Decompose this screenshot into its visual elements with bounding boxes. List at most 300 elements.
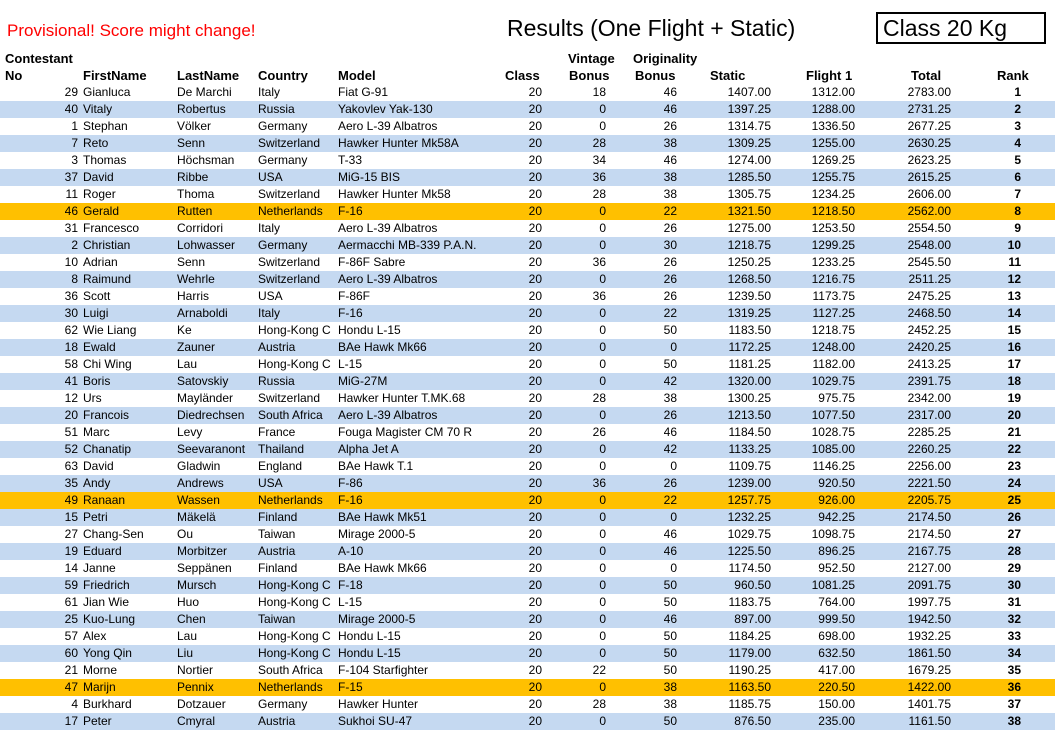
cell-model: Sukhoi SU-47 — [338, 714, 413, 728]
cell-firstname: Marc — [83, 425, 110, 439]
cell-static: 1185.75 — [728, 697, 771, 711]
cell-country: Russia — [258, 374, 295, 388]
cell-firstname: Gianluca — [83, 85, 131, 99]
cell-country: Switzerland — [258, 187, 321, 201]
table-row — [0, 475, 1055, 492]
cell-vintage: 0 — [599, 408, 606, 422]
cell-model: L-15 — [338, 357, 363, 371]
cell-firstname: Reto — [83, 136, 109, 150]
table-row — [0, 186, 1055, 203]
cell-no: 63 — [64, 459, 78, 473]
cell-flight1: 1336.50 — [811, 119, 855, 133]
cell-originality: 46 — [663, 153, 677, 167]
cell-total: 2511.25 — [908, 272, 951, 286]
table-row — [0, 509, 1055, 526]
cell-originality: 26 — [663, 289, 677, 303]
cell-no: 15 — [64, 510, 78, 524]
cell-rank: 6 — [1014, 170, 1021, 184]
cell-model: BAe Hawk Mk51 — [338, 510, 427, 524]
cell-no: 29 — [64, 85, 78, 99]
cell-vintage: 0 — [599, 493, 606, 507]
cell-class: 20 — [528, 544, 542, 558]
cell-lastname: Lau — [177, 357, 198, 371]
cell-no: 46 — [64, 204, 78, 218]
cell-vintage: 0 — [599, 527, 606, 541]
cell-vintage: 36 — [592, 289, 606, 303]
cell-no: 61 — [64, 595, 78, 609]
cell-total: 1161.50 — [908, 714, 951, 728]
cell-vintage: 0 — [599, 646, 606, 660]
cell-total: 2420.25 — [907, 340, 951, 354]
cell-static: 1190.25 — [728, 663, 771, 677]
cell-model: Aero L-39 Albatros — [338, 221, 438, 235]
cell-no: 51 — [64, 425, 78, 439]
cell-no: 2 — [71, 238, 78, 252]
cell-no: 52 — [64, 442, 78, 456]
header-total: Total — [911, 68, 942, 83]
cell-rank: 11 — [1008, 255, 1021, 269]
header-lastname: LastName — [177, 68, 240, 83]
header-originality: Originality — [633, 51, 698, 66]
cell-flight1: 1098.75 — [811, 527, 855, 541]
cell-firstname: Wie Liang — [83, 323, 137, 337]
cell-rank: 20 — [1007, 408, 1021, 422]
cell-lastname: Zauner — [177, 340, 216, 354]
cell-lastname: Senn — [177, 136, 206, 150]
cell-flight1: 1081.25 — [811, 578, 855, 592]
cell-lastname: Nortier — [177, 663, 214, 677]
cell-flight1: 1146.25 — [812, 459, 855, 473]
cell-total: 2205.75 — [907, 493, 951, 507]
cell-no: 59 — [64, 578, 78, 592]
cell-model: BAe Hawk Mk66 — [338, 561, 427, 575]
cell-static: 1029.75 — [727, 527, 771, 541]
cell-class: 20 — [528, 136, 542, 150]
cell-rank: 34 — [1007, 646, 1021, 660]
cell-firstname: Thomas — [83, 153, 127, 167]
cell-class: 20 — [528, 476, 542, 490]
cell-total: 2731.25 — [907, 102, 951, 116]
cell-originality: 50 — [663, 323, 677, 337]
cell-originality: 26 — [663, 255, 677, 269]
cell-flight1: 975.75 — [818, 391, 855, 405]
cell-rank: 3 — [1014, 119, 1021, 133]
cell-originality: 0 — [670, 459, 677, 473]
table-row — [0, 645, 1055, 662]
cell-total: 2783.00 — [907, 85, 951, 99]
cell-model: Yakovlev Yak-130 — [338, 102, 433, 116]
cell-flight1: 896.25 — [818, 544, 855, 558]
cell-country: France — [258, 425, 296, 439]
cell-lastname: Andrews — [177, 476, 224, 490]
cell-lastname: Rutten — [177, 204, 213, 218]
cell-static: 1257.75 — [727, 493, 771, 507]
cell-total: 2342.00 — [907, 391, 951, 405]
table-row — [0, 441, 1055, 458]
table-row — [0, 118, 1055, 135]
cell-no: 31 — [64, 221, 78, 235]
cell-lastname: Satovskiy — [177, 374, 229, 388]
cell-class: 20 — [528, 102, 542, 116]
provisional-warning: Provisional! Score might change! — [7, 21, 256, 40]
cell-firstname: Kuo-Lung — [83, 612, 136, 626]
cell-static: 1397.25 — [727, 102, 771, 116]
cell-lastname: Dotzauer — [177, 697, 226, 711]
cell-firstname: Morne — [83, 663, 118, 677]
cell-static: 1407.00 — [727, 85, 771, 99]
cell-total: 2221.50 — [907, 476, 951, 490]
cell-class: 20 — [528, 204, 542, 218]
cell-model: F-18 — [338, 578, 363, 592]
cell-lastname: Corridori — [177, 221, 224, 235]
cell-originality: 46 — [663, 425, 677, 439]
cell-originality: 22 — [663, 204, 677, 218]
cell-vintage: 36 — [592, 476, 606, 490]
cell-originality: 26 — [663, 221, 677, 235]
cell-rank: 22 — [1007, 442, 1021, 456]
cell-static: 1314.75 — [727, 119, 771, 133]
cell-vintage: 0 — [599, 374, 606, 388]
cell-vintage: 0 — [599, 340, 606, 354]
cell-vintage: 28 — [592, 391, 606, 405]
cell-model: Aermacchi MB-339 P.A.N. — [338, 238, 477, 252]
cell-country: Finland — [258, 561, 298, 575]
cell-country: Hong-Kong C — [258, 323, 331, 337]
cell-total: 2285.25 — [907, 425, 951, 439]
cell-rank: 27 — [1007, 527, 1021, 541]
cell-flight1: 1234.25 — [811, 187, 855, 201]
cell-class: 20 — [528, 221, 542, 235]
cell-firstname: Friedrich — [83, 578, 130, 592]
cell-originality: 46 — [663, 102, 677, 116]
table-row — [0, 526, 1055, 543]
cell-model: Aero L-39 Albatros — [338, 272, 438, 286]
cell-originality: 0 — [670, 340, 677, 354]
table-row — [0, 407, 1055, 424]
cell-flight1: 698.00 — [818, 629, 855, 643]
cell-lastname: Morbitzer — [177, 544, 228, 558]
cell-country: Germany — [258, 119, 308, 133]
table-row — [0, 373, 1055, 390]
cell-firstname: Andy — [83, 476, 111, 490]
cell-class: 20 — [528, 663, 542, 677]
cell-country: Hong-Kong C — [258, 578, 331, 592]
cell-vintage: 0 — [599, 561, 606, 575]
cell-static: 897.00 — [734, 612, 771, 626]
table-row — [0, 577, 1055, 594]
cell-originality: 22 — [663, 306, 677, 320]
cell-flight1: 1127.25 — [812, 306, 855, 320]
cell-country: Netherlands — [258, 204, 323, 218]
cell-total: 2091.75 — [907, 578, 951, 592]
cell-vintage: 0 — [599, 595, 606, 609]
cell-model: MiG-27M — [338, 374, 388, 388]
cell-class: 20 — [528, 493, 542, 507]
cell-originality: 50 — [663, 595, 677, 609]
cell-no: 30 — [64, 306, 78, 320]
cell-lastname: Ke — [177, 323, 192, 337]
cell-total: 2317.00 — [907, 408, 951, 422]
cell-static: 960.50 — [734, 578, 771, 592]
cell-class: 20 — [528, 170, 542, 184]
table-row — [0, 254, 1055, 271]
cell-no: 11 — [65, 187, 78, 201]
header-originality-bonus: Bonus — [635, 68, 676, 83]
cell-lastname: Gladwin — [177, 459, 221, 473]
cell-no: 20 — [64, 408, 78, 422]
table-row — [0, 152, 1055, 169]
cell-vintage: 0 — [599, 680, 606, 694]
cell-total: 2174.50 — [907, 527, 951, 541]
cell-class: 20 — [528, 374, 542, 388]
cell-country: Russia — [258, 102, 295, 116]
cell-flight1: 1253.50 — [811, 221, 855, 235]
header-class: Class — [505, 68, 540, 83]
cell-static: 1172.25 — [728, 340, 771, 354]
cell-rank: 21 — [1007, 425, 1021, 439]
cell-flight1: 1173.75 — [812, 289, 855, 303]
cell-static: 1274.00 — [727, 153, 771, 167]
cell-rank: 1 — [1014, 85, 1021, 99]
cell-total: 2562.00 — [907, 204, 951, 218]
cell-model: F-86F — [338, 289, 371, 303]
cell-rank: 30 — [1007, 578, 1021, 592]
cell-firstname: Marijn — [83, 680, 116, 694]
table-row — [0, 560, 1055, 577]
cell-model: Fiat G-91 — [338, 85, 389, 99]
cell-no: 19 — [64, 544, 78, 558]
cell-no: 17 — [64, 714, 78, 728]
cell-flight1: 1028.75 — [811, 425, 855, 439]
cell-originality: 26 — [663, 119, 677, 133]
cell-originality: 38 — [663, 170, 677, 184]
cell-country: Switzerland — [258, 136, 321, 150]
cell-originality: 46 — [663, 544, 677, 558]
cell-originality: 38 — [663, 391, 677, 405]
cell-country: Hong-Kong C — [258, 595, 331, 609]
cell-no: 3 — [71, 153, 78, 167]
cell-lastname: Chen — [177, 612, 206, 626]
table-row — [0, 679, 1055, 696]
cell-originality: 50 — [663, 578, 677, 592]
cell-no: 10 — [64, 255, 78, 269]
cell-rank: 19 — [1007, 391, 1021, 405]
table-row — [0, 390, 1055, 407]
cell-total: 1997.75 — [907, 595, 951, 609]
cell-model: Alpha Jet A — [338, 442, 399, 456]
cell-flight1: 1218.50 — [811, 204, 855, 218]
cell-flight1: 952.50 — [818, 561, 855, 575]
cell-model: Aero L-39 Albatros — [338, 119, 438, 133]
cell-rank: 16 — [1007, 340, 1021, 354]
cell-model: F-16 — [338, 493, 363, 507]
cell-total: 2256.00 — [907, 459, 951, 473]
cell-lastname: Mayländer — [177, 391, 234, 405]
cell-rank: 14 — [1007, 306, 1021, 320]
cell-country: Italy — [258, 85, 281, 99]
header-vintage: Vintage — [568, 51, 615, 66]
cell-model: Hawker Hunter — [338, 697, 419, 711]
cell-vintage: 0 — [599, 272, 606, 286]
cell-no: 18 — [64, 340, 78, 354]
cell-no: 41 — [64, 374, 78, 388]
cell-firstname: Stephan — [83, 119, 128, 133]
cell-originality: 46 — [663, 85, 677, 99]
cell-vintage: 0 — [599, 629, 606, 643]
cell-class: 20 — [528, 612, 542, 626]
cell-rank: 26 — [1007, 510, 1021, 524]
cell-firstname: Luigi — [83, 306, 109, 320]
cell-rank: 33 — [1007, 629, 1021, 643]
cell-vintage: 0 — [599, 306, 606, 320]
table-row — [0, 492, 1055, 509]
cell-country: Netherlands — [258, 680, 323, 694]
cell-firstname: Petri — [83, 510, 108, 524]
cell-firstname: Chi Wing — [83, 357, 132, 371]
cell-rank: 8 — [1014, 204, 1021, 218]
cell-originality: 46 — [663, 612, 677, 626]
cell-vintage: 0 — [599, 612, 606, 626]
cell-static: 1305.75 — [727, 187, 771, 201]
cell-model: F-15 — [338, 680, 363, 694]
cell-static: 1218.75 — [727, 238, 771, 252]
table-row — [0, 322, 1055, 339]
cell-total: 2475.25 — [907, 289, 951, 303]
cell-country: Germany — [258, 697, 308, 711]
cell-country: Taiwan — [258, 527, 296, 541]
cell-model: A-10 — [338, 544, 364, 558]
cell-flight1: 1216.75 — [811, 272, 855, 286]
cell-class: 20 — [528, 289, 542, 303]
cell-class: 20 — [528, 323, 542, 337]
cell-static: 1275.00 — [727, 221, 771, 235]
cell-country: Italy — [258, 306, 281, 320]
cell-lastname: Wehrle — [177, 272, 215, 286]
cell-static: 1232.25 — [727, 510, 771, 524]
cell-rank: 37 — [1007, 697, 1021, 711]
table-row — [0, 662, 1055, 679]
cell-static: 1319.25 — [727, 306, 771, 320]
cell-rank: 2 — [1014, 102, 1021, 116]
cell-no: 37 — [64, 170, 78, 184]
cell-originality: 30 — [663, 238, 677, 252]
cell-total: 2630.25 — [907, 136, 951, 150]
cell-originality: 26 — [663, 476, 677, 490]
cell-class: 20 — [528, 714, 542, 728]
cell-country: Netherlands — [258, 493, 323, 507]
cell-vintage: 28 — [592, 136, 606, 150]
table-row — [0, 237, 1055, 254]
table-row — [0, 628, 1055, 645]
cell-originality: 42 — [663, 442, 677, 456]
cell-lastname: Lohwasser — [177, 238, 236, 252]
cell-firstname: Roger — [83, 187, 116, 201]
cell-static: 1179.00 — [728, 646, 771, 660]
cell-class: 20 — [528, 85, 542, 99]
cell-flight1: 1248.00 — [811, 340, 855, 354]
cell-firstname: Burkhard — [83, 697, 132, 711]
cell-no: 7 — [71, 136, 78, 150]
cell-flight1: 1077.50 — [811, 408, 855, 422]
cell-model: BAe Hawk T.1 — [338, 459, 414, 473]
cell-lastname: Ou — [177, 527, 194, 541]
cell-originality: 0 — [670, 510, 677, 524]
cell-class: 20 — [528, 340, 542, 354]
cell-firstname: Urs — [83, 391, 102, 405]
cell-vintage: 28 — [592, 187, 606, 201]
cell-lastname: Seppänen — [177, 561, 232, 575]
cell-class: 20 — [528, 578, 542, 592]
cell-lastname: Levy — [177, 425, 203, 439]
cell-flight1: 1218.75 — [811, 323, 855, 337]
cell-country: Switzerland — [258, 391, 321, 405]
cell-total: 2677.25 — [907, 119, 951, 133]
cell-static: 1239.50 — [727, 289, 771, 303]
cell-firstname: Francesco — [83, 221, 140, 235]
cell-lastname: Ribbe — [177, 170, 209, 184]
cell-flight1: 1255.75 — [811, 170, 855, 184]
cell-static: 1183.50 — [728, 323, 771, 337]
cell-total: 2260.25 — [907, 442, 951, 456]
cell-lastname: Harris — [177, 289, 209, 303]
table-row — [0, 356, 1055, 373]
cell-total: 2606.00 — [907, 187, 951, 201]
cell-firstname: Jian Wie — [83, 595, 130, 609]
cell-no: 8 — [71, 272, 78, 286]
cell-flight1: 926.00 — [818, 493, 855, 507]
cell-vintage: 28 — [592, 697, 606, 711]
header-country: Country — [258, 68, 308, 83]
results-table-body — [0, 84, 1055, 730]
cell-country: Taiwan — [258, 612, 296, 626]
cell-originality: 0 — [670, 561, 677, 575]
cell-firstname: Adrian — [83, 255, 118, 269]
cell-originality: 50 — [663, 714, 677, 728]
table-row — [0, 713, 1055, 730]
cell-vintage: 26 — [592, 425, 606, 439]
cell-country: England — [258, 459, 303, 473]
cell-model: T-33 — [338, 153, 363, 167]
cell-no: 27 — [64, 527, 78, 541]
cell-country: Austria — [258, 544, 296, 558]
table-row — [0, 424, 1055, 441]
cell-flight1: 417.00 — [818, 663, 855, 677]
cell-total: 2468.50 — [907, 306, 951, 320]
cell-static: 1133.25 — [728, 442, 771, 456]
cell-lastname: Liu — [177, 646, 194, 660]
cell-flight1: 1288.00 — [811, 102, 855, 116]
cell-vintage: 0 — [599, 221, 606, 235]
cell-lastname: Cmyral — [177, 714, 215, 728]
cell-total: 2127.00 — [907, 561, 951, 575]
cell-model: Hondu L-15 — [338, 646, 401, 660]
table-row — [0, 696, 1055, 713]
cell-flight1: 920.50 — [818, 476, 855, 490]
cell-model: F-16 — [338, 306, 363, 320]
table-row — [0, 594, 1055, 611]
cell-no: 25 — [64, 612, 78, 626]
cell-country: USA — [258, 289, 283, 303]
cell-firstname: Janne — [83, 561, 116, 575]
cell-static: 1285.50 — [727, 170, 771, 184]
cell-country: Hong-Kong C — [258, 629, 331, 643]
cell-originality: 50 — [663, 629, 677, 643]
cell-rank: 15 — [1007, 323, 1021, 337]
cell-rank: 25 — [1007, 493, 1021, 507]
cell-model: Mirage 2000-5 — [338, 527, 416, 541]
cell-lastname: Höchsman — [177, 153, 235, 167]
cell-firstname: Gerald — [83, 204, 120, 218]
